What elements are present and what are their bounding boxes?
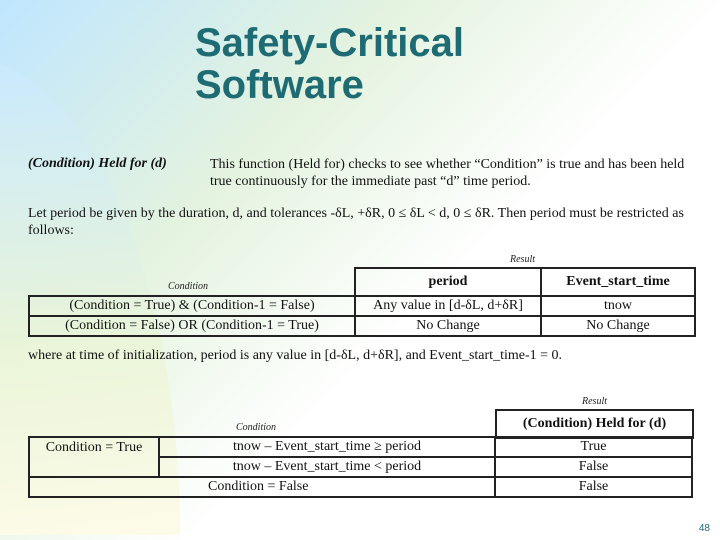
table2-cell-result: False [495,457,692,477]
table1-header [354,267,696,297]
page-number: 48 [698,523,710,534]
table1 [28,295,696,337]
table2-header [495,409,694,439]
table1-cell-event: No Change [541,316,695,336]
table2-cell-condition: Condition = True [29,437,159,457]
table1-cell-period: No Change [355,316,541,336]
table2-result-caption: Result [582,396,607,407]
definition-term: (Condition) Held for (d) [28,156,167,171]
table-row [29,477,692,497]
table1-header-period: period [355,268,541,296]
table2-cell-time: tnow – Event_start_time < period [159,457,495,477]
title-line-2: Software [195,63,364,107]
initialization-note: where at time of initialization, period is any value in [d-δL, d+δR], and Event_start_time-1 = 0. [28,348,563,363]
table1-header-event: Event_start_time [541,268,695,296]
table1-cell-condition: (Condition = False) OR (Condition-1 = True) [29,316,355,336]
table2-cell-time: tnow – Event_start_time ≥ period [159,437,495,457]
table-row [29,457,692,477]
table-row [29,437,692,457]
table1-cell-event: tnow [541,296,695,316]
table1-cell-condition: (Condition = True) & (Condition-1 = False) [29,296,355,316]
table2-cell-condition [29,457,159,477]
period-paragraph: Let period be given by the duration, d, and tolerances -δL, +δR, 0 ≤ δL < d, 0 ≤ δR. Then period must be restricted as follows: [28,206,684,238]
table1-cell-period: Any value in [d-δL, d+δR] [355,296,541,316]
table1-result-caption: Result [510,254,535,265]
table2 [28,436,693,498]
definition-text: This function (Held for) checks to see whether “Condition” is true and has been held true continuously for the immediate past “d” time period. [210,157,685,189]
table-row [29,316,695,336]
title-line-1: Safety-Critical [195,21,464,65]
table2-header-held-for: (Condition) Held for (d) [496,410,693,438]
table-row [29,296,695,316]
table2-cell-result: False [495,477,692,497]
table2-cell-condition-false: Condition = False [29,477,495,497]
table2-condition-caption: Condition [236,422,277,433]
table2-cell-result: True [495,437,692,457]
slide-title [195,22,464,106]
table1-condition-caption: Condition [168,281,209,292]
